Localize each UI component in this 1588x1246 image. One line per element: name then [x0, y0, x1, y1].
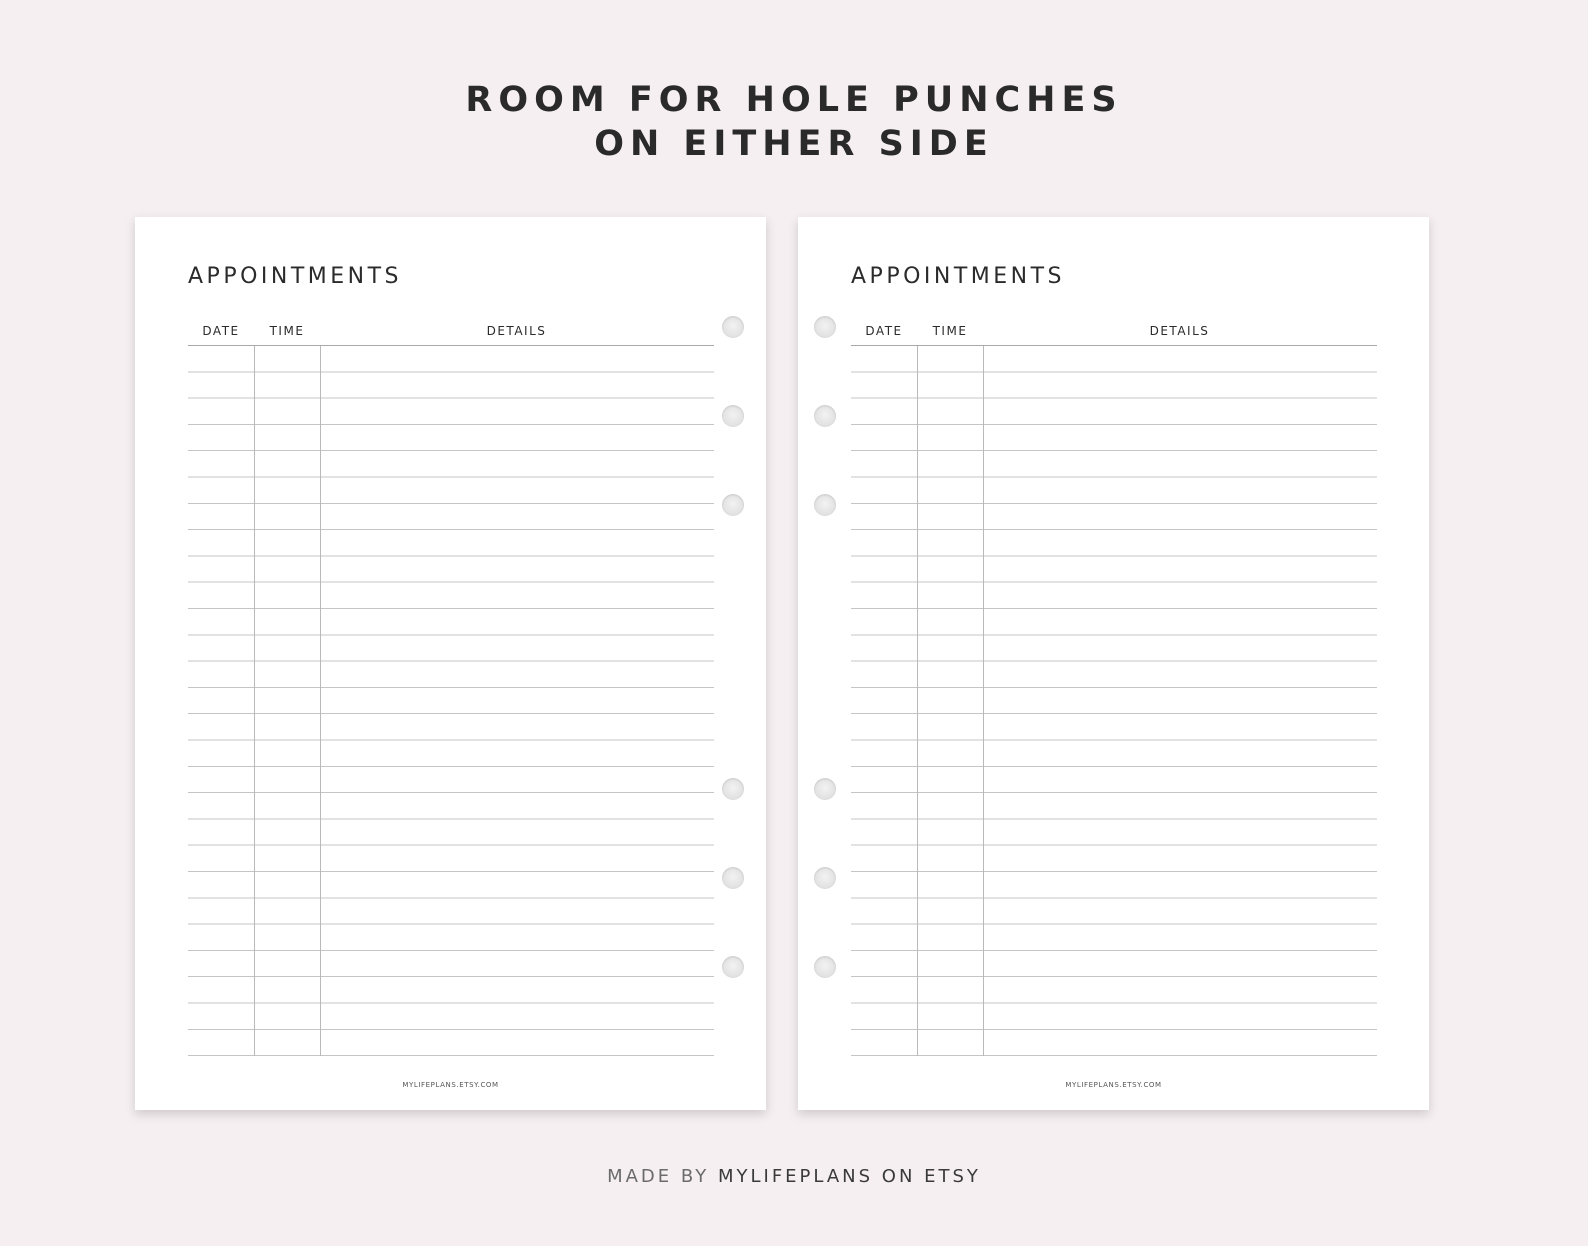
sheet-title: APPOINTMENTS	[851, 264, 1066, 289]
column-divider	[983, 346, 984, 1056]
column-header-date: DATE	[865, 324, 903, 338]
headline	[0, 78, 1588, 166]
column-header-time: TIME	[269, 324, 305, 338]
sheet-footer-url: MYLIFEPLANS.ETSY.COM	[1065, 1081, 1162, 1089]
hole-punch-marker	[722, 956, 744, 978]
column-divider	[917, 346, 918, 1056]
sheet-title: APPOINTMENTS	[188, 264, 403, 289]
hole-punch-marker	[722, 494, 744, 516]
column-divider	[320, 346, 321, 1056]
planner-sheet-left	[135, 217, 766, 1110]
credit-brand: MYLIFEPLANS ON ETSY	[717, 1166, 981, 1187]
credit-prefix: MADE BY	[607, 1166, 710, 1187]
hole-punch-marker	[814, 494, 836, 516]
hole-punch-marker	[814, 316, 836, 338]
hole-punch-marker	[814, 956, 836, 978]
column-header-details: DETAILS	[486, 324, 547, 338]
hole-punch-marker	[722, 778, 744, 800]
column-divider	[254, 346, 255, 1056]
appointments-grid	[188, 345, 714, 1056]
appointments-grid	[851, 345, 1377, 1056]
hole-punch-marker	[814, 867, 836, 889]
headline-line-1: ROOM FOR HOLE PUNCHES	[465, 80, 1123, 120]
headline-line-2: ON EITHER SIDE	[594, 124, 994, 164]
hole-punch-marker	[814, 405, 836, 427]
sheet-footer-url: MYLIFEPLANS.ETSY.COM	[402, 1081, 499, 1089]
hole-punch-marker	[722, 867, 744, 889]
column-header-details: DETAILS	[1149, 324, 1210, 338]
planner-sheet-right	[798, 217, 1429, 1110]
credit-line	[0, 1166, 1588, 1187]
hole-punch-marker	[722, 405, 744, 427]
hole-punch-marker	[722, 316, 744, 338]
column-header-date: DATE	[202, 324, 240, 338]
hole-punch-marker	[814, 778, 836, 800]
column-header-time: TIME	[932, 324, 968, 338]
